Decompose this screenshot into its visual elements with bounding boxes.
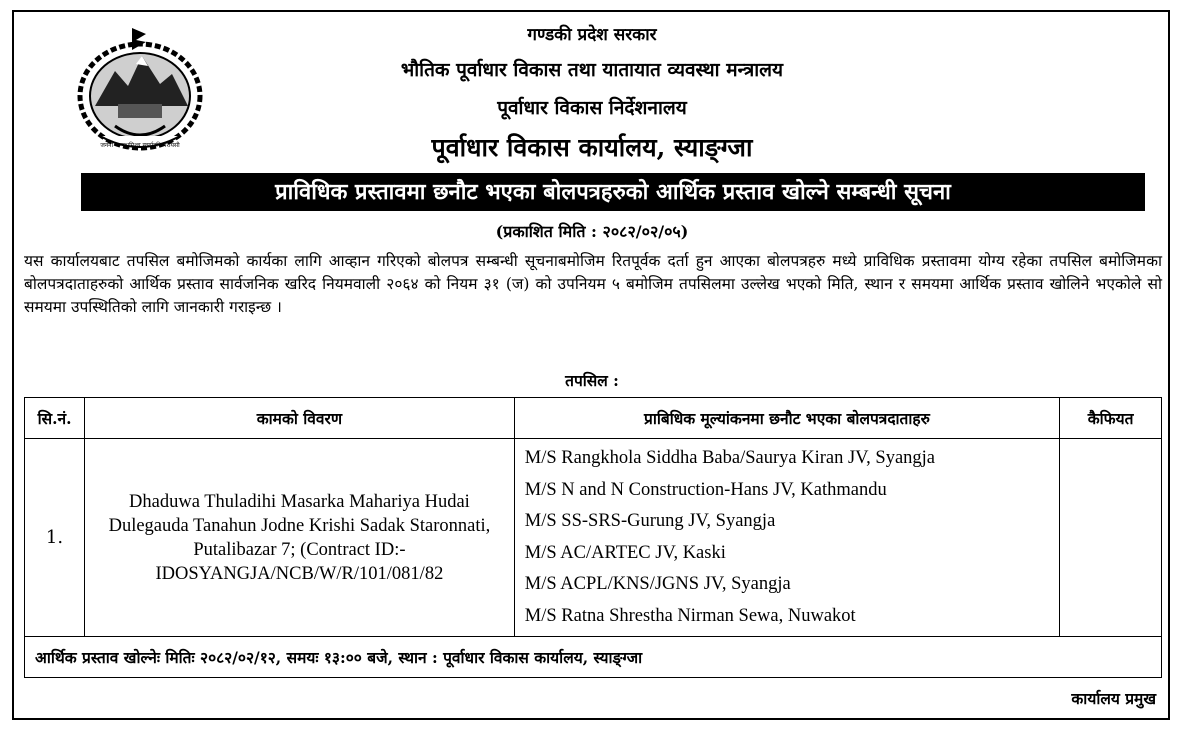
table-row (25, 439, 1162, 637)
emblem-motto: जननी जन्मभूमिश्च स्वर्गादपि गरीयसी (100, 142, 180, 149)
notice-body: यस कार्यालयबाट तपसिल बमोजिमको कार्यका लागि आव्हान गरिएको बोलपत्र सम्बन्धी सूचनाबमोजिम रितपूर्वक दर्ता हुन आएका बोलपत्रहरु मध्ये प्राविधिक प्रस्तावमा योग्य रहेका तपसिल बमोजिमका बोलपत्रदाताहरुको आर्थिक प्रस्ताव सार्वजनिक खरिद नियमवाली २०६४ को नियम ३१ (ज) को उपनियम ५ बमोजिम तपसिलमा उल्लेख भएको मिति, स्थान र समयमा आर्थिक प्रस्ताव खोलिने भएकोले सो समयमा उपस्थितिको लागि जानकारी गराइन्छ । (24, 252, 1162, 316)
col-remarks: कैफियत (1060, 398, 1162, 439)
row-serial: 1. (25, 439, 85, 637)
table-header-row (25, 398, 1162, 439)
header-directorate: पूर्वाधार विकास निर्देशनालय (497, 97, 687, 119)
row-remarks (1060, 439, 1162, 637)
row-work: Dhaduwa Thuladihi Masarka Mahariya Hudai Dulegauda Tanahun Jodne Krishi Sadak Staronnati, Putalibazar 7; (Contract ID:- IDOSYANGJA/NCB/W/R/101/081/82 (85, 439, 515, 637)
bidder-item: M/S ACPL/KNS/JGNS JV, Syangja (524, 574, 791, 594)
published-date: (प्रकाशित मिति : २०८२/०२/०५) (495, 222, 689, 241)
row-bidders (514, 439, 1059, 637)
bidder-item: M/S N and N Construction-Hans JV, Kathmandu (524, 479, 887, 500)
bidder-item: M/S AC/ARTEC JV, Kaski (524, 542, 726, 563)
bidder-item: M/S Rangkhola Siddha Baba/Saurya Kiran JV, Syangja (524, 448, 936, 468)
details-heading: तपसिल : (565, 371, 619, 390)
header-province: गण्डकी प्रदेश सरकार (527, 25, 657, 45)
bidder-item: M/S Ratna Shrestha Nirman Sewa, Nuwakot (524, 605, 856, 626)
col-work-description: कामको विवरण (85, 398, 515, 439)
bidder-item: M/S SS-SRS-Gurung JV, Syangja (524, 511, 776, 531)
header-ministry: भौतिक पूर्वाधार विकास तथा यातायात व्यवस्था मन्त्रालय (400, 59, 784, 81)
header-office: पूर्वाधार विकास कार्यालय, स्याङ्ग्जा (431, 133, 753, 162)
bid-table (24, 397, 1162, 678)
office-chief-signature: कार्यालय प्रमुख (1071, 689, 1156, 708)
notice-title-banner: प्राविधिक प्रस्तावमा छनौट भएका बोलपत्रहरुको आर्थिक प्रस्ताव खोल्ने सम्बन्धी सूचना (81, 173, 1145, 211)
col-serial: सि.नं. (25, 398, 85, 439)
opening-schedule: आर्थिक प्रस्ताव खोल्नेः मितिः २०८२/०२/१२, समयः १३:०० बजे, स्थान : पूर्वाधार विकास कार्यालय, स्याङ्ग्जा (25, 637, 1162, 678)
col-bidders: प्राबिधिक मूल्यांकनमा छनौट भएका बोलपत्रदाताहरु (514, 398, 1059, 439)
table-footer-row (25, 637, 1162, 678)
